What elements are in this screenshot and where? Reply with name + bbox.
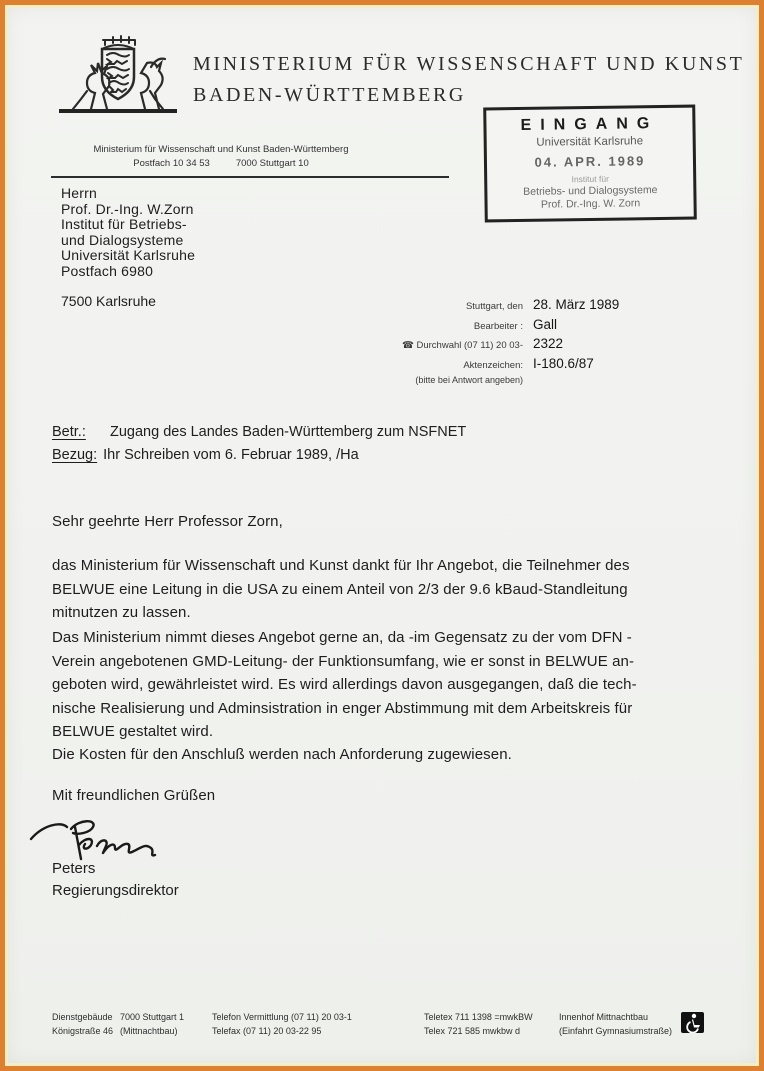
subject-text: Zugang des Landes Baden-Württemberg zum NSFNET bbox=[110, 424, 467, 440]
footer-col-phone bbox=[212, 1011, 424, 1038]
signature-name: Peters bbox=[52, 860, 96, 877]
footer-text: 7000 Stuttgart 1 bbox=[120, 1012, 185, 1022]
meta-label: Stuttgart, den bbox=[465, 301, 523, 312]
reference-text: Ihr Schreiben vom 6. Februar 1989, /Ha bbox=[103, 447, 359, 463]
footer-text: (Mittnachtbau) bbox=[120, 1025, 178, 1036]
coat-of-arms-baden-wuerttemberg bbox=[55, 33, 181, 128]
footer-text: Telefax (07 11) 20 03-22 95 bbox=[212, 1025, 322, 1036]
body-line: mitnutzen zu lassen. bbox=[52, 604, 191, 621]
signature-title: Regierungsdirektor bbox=[52, 882, 179, 899]
recipient-city: 7500 Karlsruhe bbox=[61, 293, 156, 309]
stamp-dept-line2: Betriebs- und Dialogsysteme bbox=[523, 184, 658, 198]
footer bbox=[52, 1011, 704, 1038]
letterhead-title-line2: BADEN-WÜRTTEMBERG bbox=[193, 84, 466, 106]
sender-pobox: Postfach 10 34 53 bbox=[133, 158, 210, 169]
letterhead-title-line1: MINISTERIUM FÜR WISSENSCHAFT UND KUNST bbox=[193, 53, 745, 75]
body-line: BELWUE gestaltet wird. bbox=[52, 723, 214, 740]
footer-text: Telefon Vermittlung (07 11) 20 03-1 bbox=[212, 1012, 352, 1022]
body-line: Verein angebotenen GMD-Leitung- der Funktionsumfang, wie er sonst in BELWUE an- bbox=[52, 652, 635, 670]
recipient-address bbox=[61, 186, 195, 279]
sender-city: 7000 Stuttgart 10 bbox=[235, 158, 309, 169]
body-line: das Ministerium für Wissenschaft und Kunst dankt für Ihr Angebot, die Teilnehmer des bbox=[52, 557, 630, 574]
recipient-line: Universität Karlsruhe bbox=[61, 247, 196, 263]
reference-row bbox=[52, 444, 466, 467]
footer-text: Innenhof Mittnachtbau bbox=[559, 1012, 649, 1022]
stamp-dept-line3: Prof. Dr.-Ing. W. Zorn bbox=[540, 197, 641, 211]
subject-block bbox=[52, 421, 466, 467]
salutation: Sehr geehrte Herr Professor Zorn, bbox=[52, 513, 283, 530]
footer-text: Telex 721 585 mwkbw d bbox=[424, 1025, 521, 1036]
coat-of-arms-icon bbox=[55, 33, 181, 123]
entry-stamp bbox=[483, 105, 697, 223]
sender-line1: Ministerium für Wissenschaft und Kunst Baden-Württemberg bbox=[93, 144, 349, 155]
meta-row-durchwahl bbox=[335, 336, 685, 351]
recipient-line: Institut für Betriebs- bbox=[61, 216, 187, 232]
stamp-date: 04. APR. 1989 bbox=[534, 153, 646, 170]
footer-text: Königstraße 46 bbox=[52, 1025, 114, 1036]
stamp-org: Universität Karlsruhe bbox=[536, 135, 644, 149]
subject-label: Betr.: bbox=[52, 424, 86, 440]
footer-col-telex bbox=[424, 1011, 559, 1038]
reference-label: Bezug: bbox=[52, 447, 98, 463]
body-line: BELWUE eine Leitung in die USA zu einem Anteil von 2/3 der 9.6 kBaud-Standleitung bbox=[52, 580, 628, 598]
footer-text: (Einfahrt Gymnasiumstraße) bbox=[559, 1025, 673, 1036]
recipient-line: Prof. Dr.-Ing. W.Zorn bbox=[61, 200, 194, 217]
subject-row bbox=[52, 421, 466, 444]
meta-row-date bbox=[335, 297, 685, 312]
stamp-title: EINGANG bbox=[520, 115, 659, 134]
recipient-line: und Dialogsysteme bbox=[61, 231, 184, 248]
paragraph-1 bbox=[52, 554, 630, 625]
meta-label: Aktenzeichen: bbox=[463, 359, 523, 371]
meta-label bbox=[335, 340, 523, 351]
sender-window-line bbox=[51, 144, 449, 178]
body-line: nische Realisierung und Adminsistration in enger Abstimmung mit dem Arbeitskreis für bbox=[52, 699, 633, 717]
letter-meta-block bbox=[335, 297, 685, 385]
recipient-line: Postfach 6980 bbox=[61, 262, 154, 279]
meta-label: Bearbeiter : bbox=[473, 320, 523, 332]
stamp-dept-line1: Institut für bbox=[571, 173, 609, 185]
footer-text: Dienstgebäude bbox=[52, 1012, 113, 1022]
meta-note: (bitte bei Antwort angeben) bbox=[415, 375, 523, 385]
meta-row-bearbeiter bbox=[335, 317, 685, 332]
meta-value: 28. März 1989 bbox=[533, 297, 620, 312]
paragraph-3: Die Kosten für den Anschluß werden nach Anforderung zugewiesen. bbox=[52, 746, 512, 763]
recipient-line: Herrn bbox=[61, 185, 98, 201]
phone-icon: ☎ bbox=[402, 340, 414, 351]
meta-value: I-180.6/87 bbox=[533, 355, 594, 371]
footer-col-building bbox=[52, 1011, 120, 1038]
closing-greeting: Mit freundlichen Grüßen bbox=[52, 787, 216, 804]
meta-label-text: Durchwahl (07 11) 20 03- bbox=[416, 340, 523, 351]
footer-col-address bbox=[120, 1011, 212, 1038]
body-line: Das Ministerium nimmt dieses Angebot gerne an, da -im Gegensatz zu der vom DFN - bbox=[52, 629, 632, 646]
meta-value: 2322 bbox=[533, 336, 564, 351]
footer-col-entrance bbox=[559, 1011, 681, 1038]
paragraph-2 bbox=[52, 626, 637, 744]
meta-row-aktenzeichen bbox=[335, 356, 685, 371]
meta-value: Gall bbox=[533, 316, 558, 332]
letterhead-title bbox=[193, 49, 744, 111]
body-line: geboten wird, gewährleistet wird. Es wird allerdings davon ausgegangen, daß die tech- bbox=[52, 676, 637, 693]
footer-text: Teletex 711 1398 =mwkBW bbox=[424, 1012, 533, 1022]
wheelchair-icon bbox=[681, 1012, 704, 1033]
